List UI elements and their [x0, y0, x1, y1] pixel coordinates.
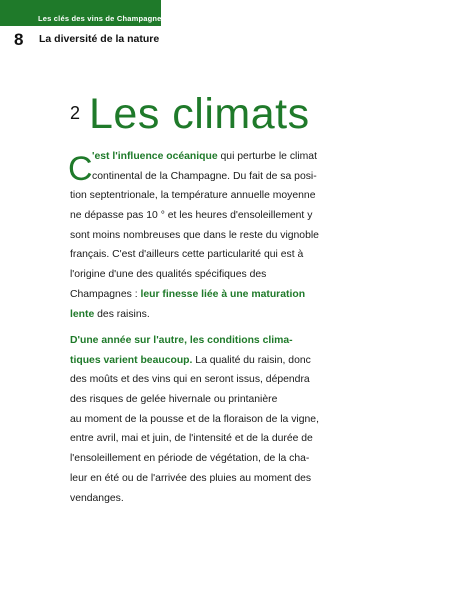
- para2-line-5: au moment de la pousse et de la floraison de la vigne,: [70, 413, 319, 425]
- para1-line-6: français. C'est d'ailleurs cette particularité qui est à: [70, 249, 304, 261]
- para1-line-5: sont moins nombreuses que dans le reste du vignoble: [70, 229, 319, 241]
- para1-line-9: [70, 305, 342, 325]
- para1-text-1: qui perturbe le climat: [217, 151, 317, 162]
- page-number: 8: [14, 30, 24, 49]
- section-title: Les climats: [89, 90, 310, 138]
- para1-line-8: [70, 285, 342, 305]
- para2-line-9: vendanges.: [70, 492, 124, 504]
- para2-line-8: leur en été ou de l'arrivée des pluies au moment des: [70, 472, 312, 484]
- paragraph-2: [70, 331, 342, 508]
- para1-line-7: l'origine d'une des qualités spécifiques des: [70, 269, 267, 281]
- para2-emphasis-2: tiques varient beaucoup.: [70, 354, 193, 366]
- para1-emphasis-1: 'est l'influence océanique: [92, 151, 218, 162]
- header-band: [0, 0, 161, 26]
- para2-line-4: des risques de gelée hivernale ou printanière: [70, 394, 278, 406]
- para2-line-6: entre avril, mai et juin, de l'intensité et de la durée de: [70, 433, 313, 445]
- book-title: Les clés des vins de Champagne: [38, 14, 162, 23]
- para2-line-7: l'ensoleillement en période de végétation, de la cha-: [70, 453, 310, 465]
- para2-line-1: D'une année sur l'autre, les conditions clima-: [70, 335, 293, 346]
- paragraph-1: [70, 147, 342, 324]
- drop-cap: C: [68, 150, 93, 188]
- para1-line-2: continental de la Champagne. Du fait de sa posi-: [92, 170, 317, 182]
- para2-line-2: [70, 351, 342, 371]
- para2-text-2: La qualité du raisin, donc: [192, 354, 311, 366]
- para1-line-3: tion septentrionale, la température annuelle moyenne: [70, 190, 316, 202]
- para1-emphasis-8: leur finesse liée à une maturation: [140, 288, 306, 300]
- running-head: La diversité de la nature: [39, 33, 160, 45]
- para1-text-8: Champagnes :: [70, 288, 141, 300]
- para2-line-3: des moûts et des vins qui en seront issus, dépendra: [70, 374, 310, 386]
- para1-line-4: ne dépasse pas 10 ° et les heures d'ensoleillement y: [70, 210, 313, 222]
- para1-emphasis-9: lente: [70, 308, 95, 320]
- para1-line-1: [70, 147, 342, 167]
- para1-text-9: des raisins.: [94, 308, 150, 320]
- section-number: 2: [70, 103, 81, 123]
